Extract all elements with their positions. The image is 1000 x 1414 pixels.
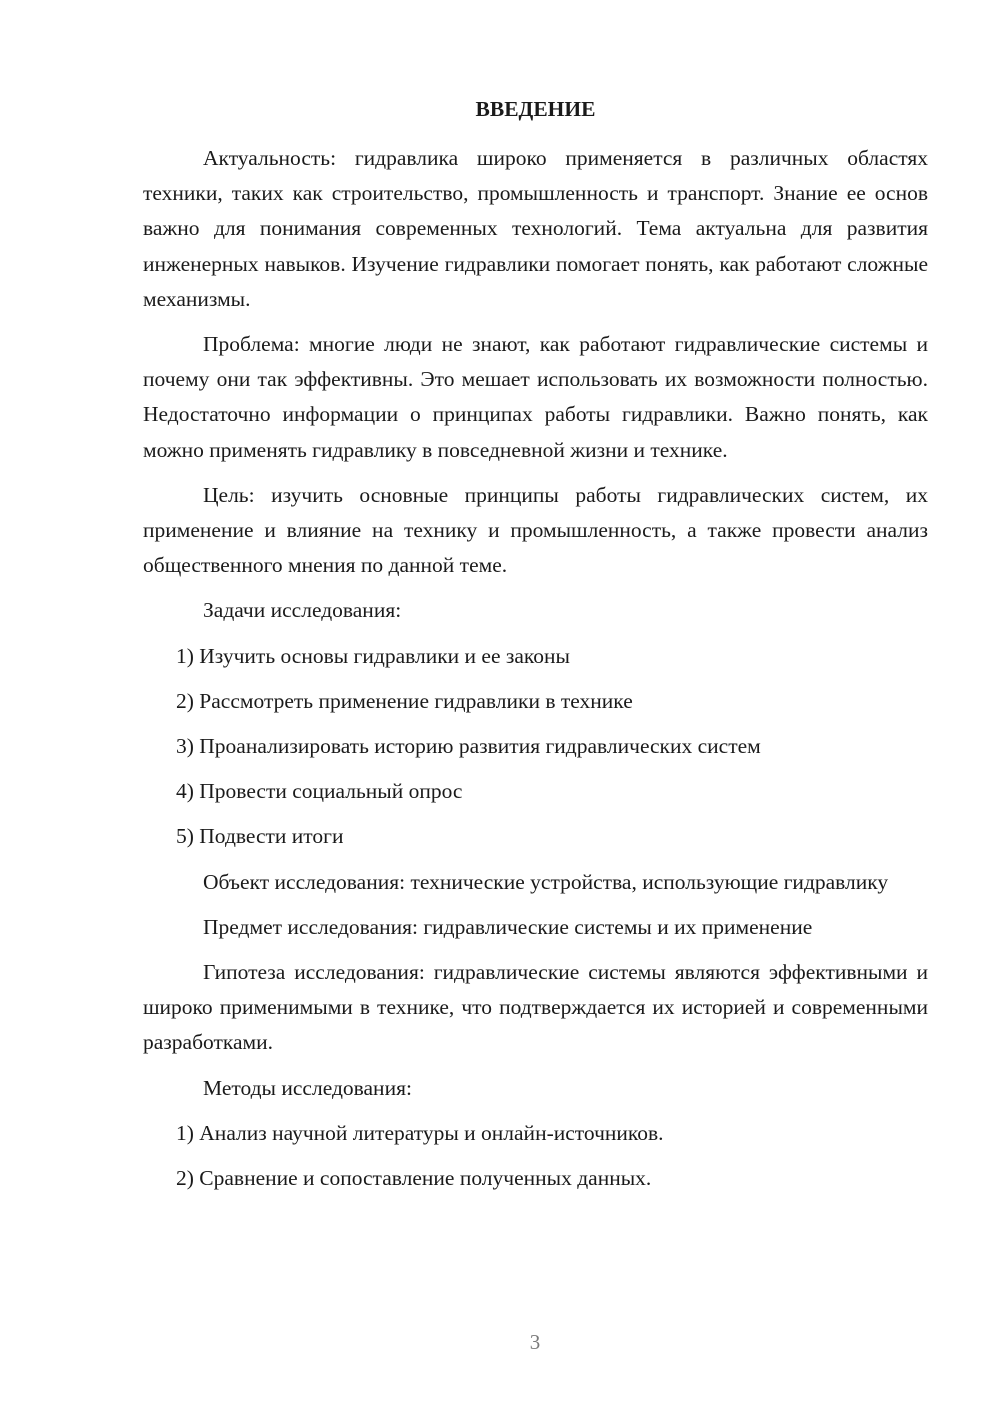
methods-list bbox=[143, 1116, 928, 1196]
hypothesis-paragraph: Гипотеза исследования: гидравлические системы являются эффективными и широко применимыми в технике, что подтверждается их историей и современными разработками. bbox=[143, 960, 928, 1055]
goal-paragraph: Цель: изучить основные принципы работы гидравлических систем, их применение и влияние на технику и промышленность, а также провести анализ общественного мнения по данной теме. bbox=[143, 482, 928, 578]
list-item: 2) Сравнение и сопоставление полученных данных. bbox=[176, 1166, 652, 1191]
list-item: 4) Провести социальный опрос bbox=[176, 779, 463, 804]
tasks-heading: Задачи исследования: bbox=[203, 598, 402, 623]
methods-heading: Методы исследования: bbox=[203, 1075, 412, 1100]
list-item: 1) Изучить основы гидравлики и ее законы bbox=[176, 643, 570, 668]
list-item: 1) Анализ научной литературы и онлайн-источников. bbox=[176, 1120, 664, 1145]
object-paragraph: Объект исследования: технические устройства, использующие гидравлику bbox=[203, 869, 889, 894]
page-number: 3 bbox=[529, 1330, 541, 1354]
relevance-paragraph: Актуальность: гидравлика широко применяется в различных областях техники, таких как строительство, промышленность и транспорт. Знание ее основ важно для понимания современных технологий. Тема актуальна для развития инженерных навыков. Изучение гидравлики помогает понять, как работают сложные механизмы. bbox=[143, 146, 928, 311]
document-page bbox=[143, 92, 928, 1206]
tasks-list bbox=[143, 639, 928, 855]
section-title: ВВЕДЕНИЕ bbox=[475, 97, 596, 121]
problem-paragraph: Проблема: многие люди не знают, как работают гидравлические системы и почему они так эффективны. Это мешает использовать их возможности полностью. Недостаточно информации о принципах работы гидравлики. Важно понять, как можно применять гидравлику в повседневной жизни и технике. bbox=[143, 332, 928, 462]
list-item: 3) Проанализировать историю развития гидравлических систем bbox=[176, 734, 761, 759]
list-item: 2) Рассмотреть применение гидравлики в технике bbox=[176, 688, 633, 713]
list-item: 5) Подвести итоги bbox=[176, 824, 344, 849]
subject-paragraph: Предмет исследования: гидравлические системы и их применение bbox=[203, 914, 813, 939]
